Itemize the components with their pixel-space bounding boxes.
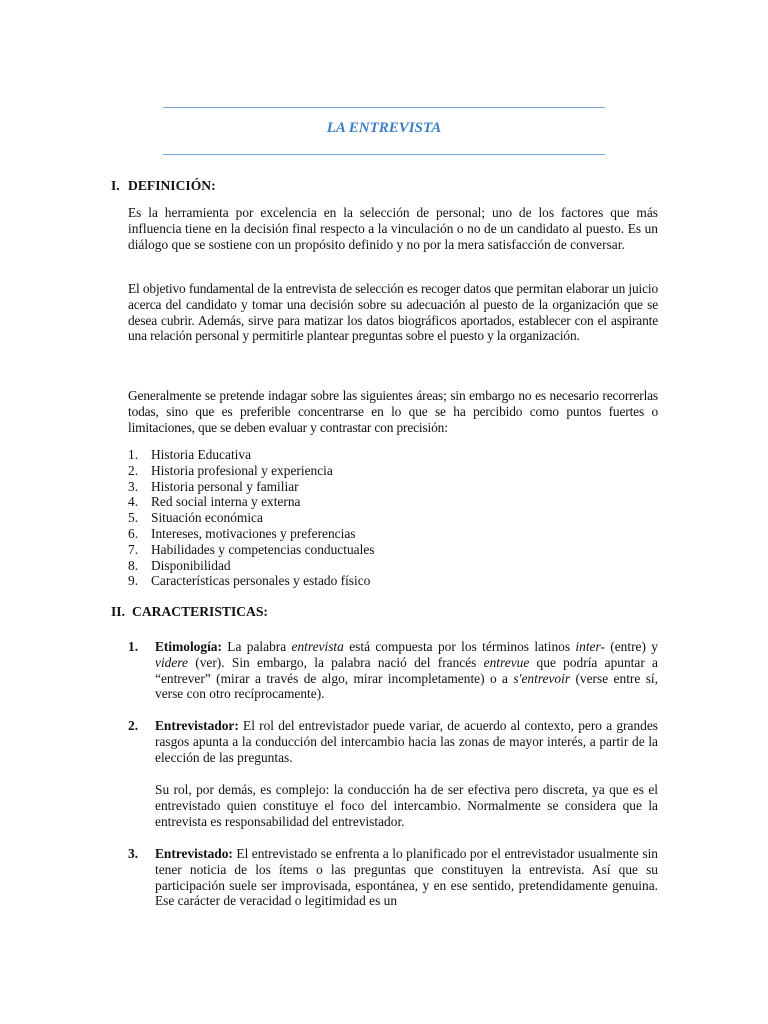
list-item: 3. Historia personal y familiar [128, 478, 299, 494]
definition-paragraph-2: El objetivo fundamental de la entrevista de selección es recoger datos que permitan elaborar un juicio acerca del candidato y tomar una decisión sobre su adecuación al puesto de la organización que se desea cubrir. Además, sirve para matizar los datos biográficos aportados, establecer con el aspirante una relación personal y permitirle plantear preguntas sobre el puesto y la organización. [128, 281, 658, 344]
list-item: 4. Red social interna y externa [128, 494, 301, 510]
item-text: Etimología: La palabra entrevista está compuesta por los términos latinos inter- (entre) y videre (ver). Sin embargo, la palabra nació del francés entrevue que podría apuntar a “entrever” (mirar a través de algo, mirar incompletamente) o a s'entrevoir (verse entre sí, verse con otro recíprocamente). [155, 639, 659, 702]
list-item: 5. Situación económica [128, 510, 263, 526]
title-rule-top [163, 107, 605, 108]
section-number: I. [111, 178, 120, 193]
section-heading-definicion [111, 178, 216, 194]
title-rule-bottom [163, 154, 605, 155]
definition-paragraph-1: Es la herramienta por excelencia en la selección de personal; uno de los factores que más influencia tiene en la decisión final respecto a la vinculación o no de un candidato al puesto. Es un diálogo que se sostiene con un propósito definido y no por la mera satisfacción de conversar. [128, 205, 658, 252]
section-title: DEFINICIÓN: [128, 178, 216, 193]
list-item: 8. Disponibilidad [128, 557, 231, 573]
characteristic-item-etimologia [128, 639, 658, 702]
item-number: 2. [128, 718, 139, 733]
item-number: 3. [128, 846, 139, 861]
list-item: 9. Características personales y estado físico [128, 573, 371, 589]
section-title: CARACTERISTICAS: [132, 604, 268, 619]
areas-list [128, 447, 374, 589]
section-number: II. [111, 604, 125, 619]
definition-paragraph-3: Generalmente se pretende indagar sobre las siguientes áreas; sin embargo no es necesario recorrerlas todas, sino que es preferible concentrarse en lo que se ha percibido como puntos fuertes o limitaciones, que se deben evaluar y contrastar con precisión: [128, 388, 658, 435]
page-title: LA ENTREVISTA [326, 120, 442, 136]
list-item: 2. Historia profesional y experiencia [128, 462, 333, 478]
item-number: 1. [128, 639, 139, 654]
characteristic-item-entrevistado [128, 846, 658, 909]
item-text: Entrevistador: El rol del entrevistador puede variar, de acuerdo al contexto, pero a grandes rasgos apunta a la conducción del intercambio hacia las zonas de mayor interés, a partir de la elección de las preguntas. [155, 718, 658, 765]
list-item: 6. Intereses, motivaciones y preferencias [128, 525, 356, 541]
list-item: 7. Habilidades y competencias conductuales [128, 541, 375, 557]
section-heading-caracteristicas [111, 604, 268, 620]
item-text: Entrevistado: El entrevistado se enfrenta a lo planificado por el entrevistador usualmente sin tener noticia de los ítems o las preguntas que constituyen la entrevista. Así que su participación suele ser improvisada, espontánea, y en ese sentido, pretendidamente genuina. Ese carácter de veracidad o legitimidad es un [155, 846, 658, 909]
entrevistador-extra-paragraph: Su rol, por demás, es complejo: la conducción ha de ser efectiva pero discreta, ya que es el entrevistado quien constituye el foco del intercambio. Normalmente se considera que la entrevista es responsabilidad del entrevistador. [155, 782, 658, 829]
list-item: 1. Historia Educativa [128, 447, 252, 462]
characteristic-item-entrevistador [128, 718, 658, 765]
